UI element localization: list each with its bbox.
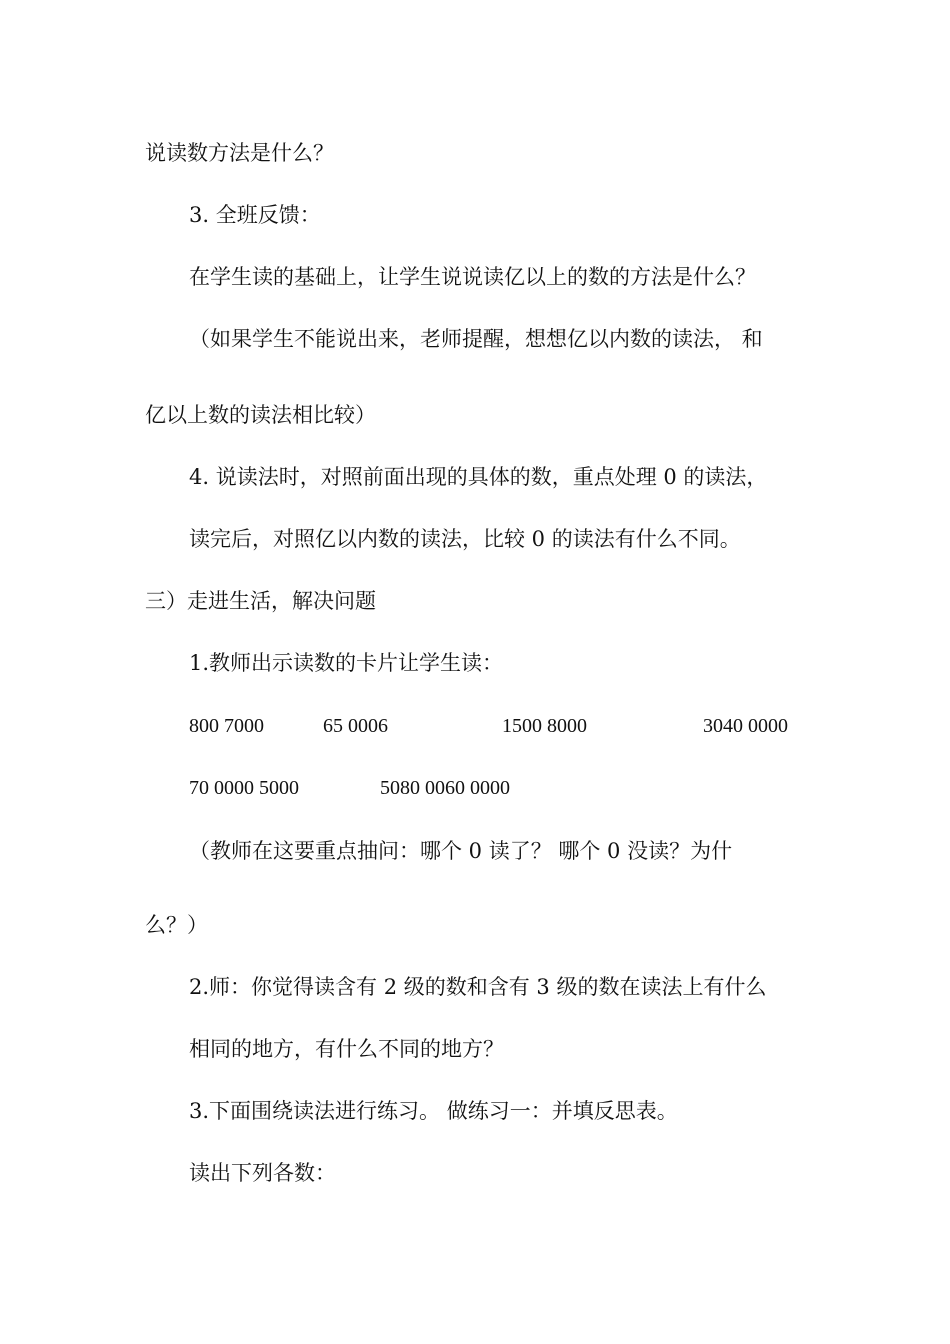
- text-line-7: 读完后，对照亿以内数的读法，比较 0 的读法有什么不同。: [189, 527, 741, 551]
- text-line-17: 读出下列各数：: [189, 1161, 336, 1185]
- text-line-16: 3.下面围绕读法进行练习。 做练习一：并填反思表。: [189, 1099, 678, 1123]
- number-card: 65 0006: [323, 715, 388, 737]
- text-line-5: 亿以上数的读法相比较）: [145, 403, 376, 427]
- section-heading: 三）走进生活，解决问题: [145, 589, 376, 613]
- text-line-15: 相同的地方，有什么不同的地方？: [189, 1037, 504, 1061]
- text-line-12: （教师在这要重点抽问：哪个 0 读了？ 哪个 0 没读？为什: [189, 839, 733, 863]
- number-card: 3040 0000: [703, 715, 788, 737]
- text-line-13: 么？）: [145, 913, 208, 937]
- number-card: 1500 8000: [502, 715, 587, 737]
- text-line-3: 在学生读的基础上，让学生说说读亿以上的数的方法是什么？: [189, 265, 756, 289]
- text-line-1: 说读数方法是什么？: [145, 141, 334, 165]
- text-line-4: （如果学生不能说出来，老师提醒，想想亿以内数的读法， 和: [189, 327, 763, 351]
- text-line-14: 2.师：你觉得读含有 2 级的数和含有 3 级的数在读法上有什么: [189, 975, 767, 999]
- text-line-6: 4. 说读法时，对照前面出现的具体的数，重点处理 0 的读法，: [189, 465, 768, 489]
- text-line-2: 3. 全班反馈：: [189, 203, 321, 227]
- number-card: 5080 0060 0000: [380, 777, 510, 799]
- number-card: 800 7000: [189, 715, 264, 737]
- text-line-9: 1.教师出示读数的卡片让学生读：: [189, 651, 504, 675]
- number-card: 70 0000 5000: [189, 777, 299, 799]
